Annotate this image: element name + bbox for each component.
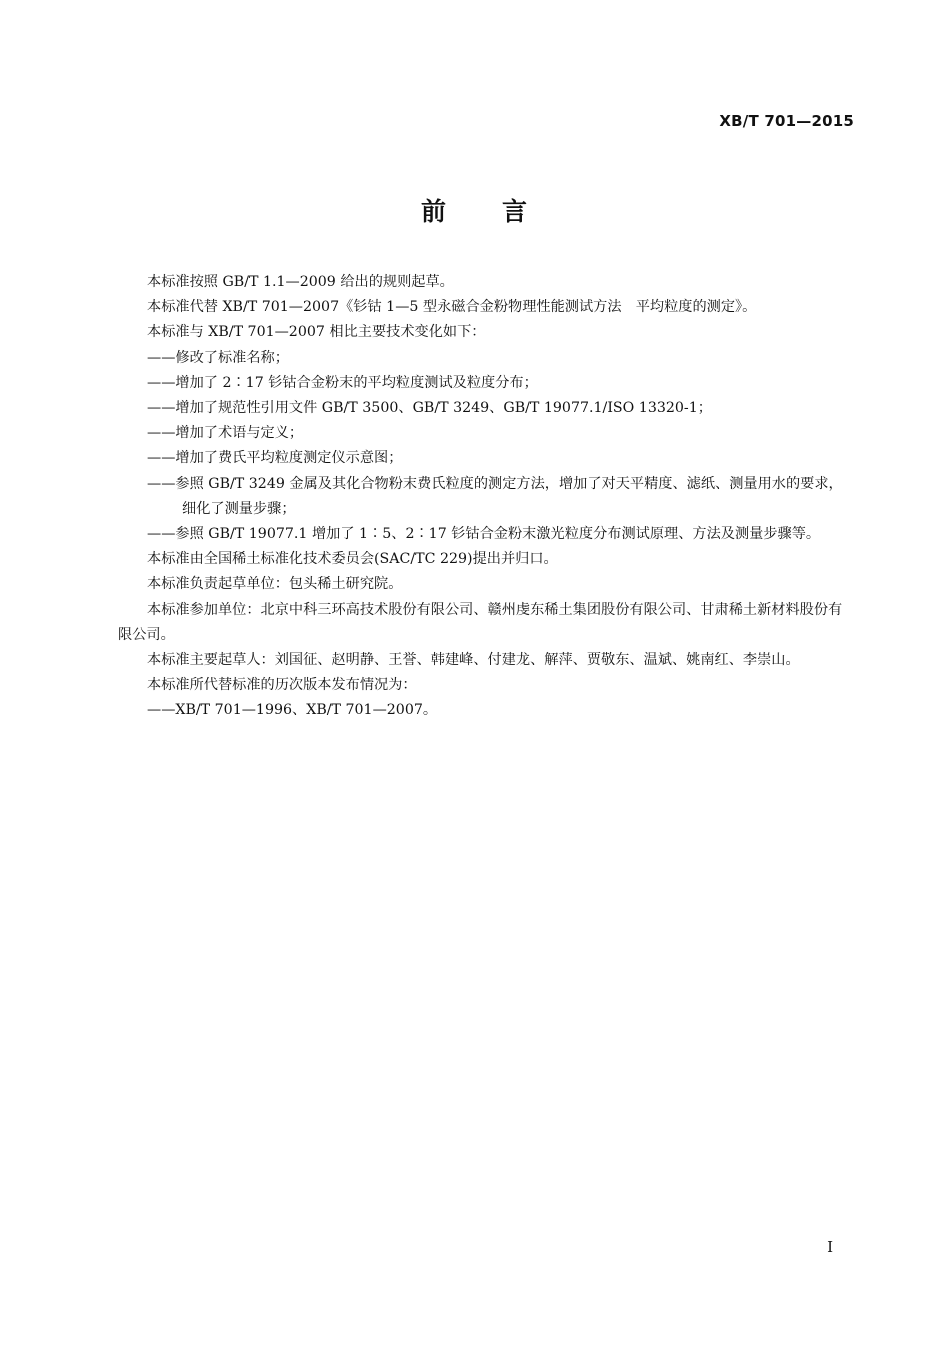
page-title: 前 言: [420, 197, 529, 226]
history-item: ——XB/T 701—1996、XB/T 701—2007。: [147, 702, 438, 719]
paragraph-history-intro: 本标准所代替标准的历次版本发布情况为：: [147, 677, 417, 694]
change-item: ——参照 GB/T 3249 金属及其化合物粉末费氏粒度的测定方法，增加了对天平精度、滤纸、测量用水的要求，细化了测量步骤；: [147, 475, 843, 517]
standard-code: XB/T 701—2015: [719, 112, 854, 130]
paragraph-proposer: 本标准由全国稀土标准化技术委员会(SAC/TC 229)提出并归口。: [147, 551, 558, 568]
paragraph-drafters: 本标准主要起草人：刘国征、赵明静、王誉、韩建峰、付建龙、解萍、贾敬东、温斌、姚南红、李崇山。: [147, 652, 800, 669]
change-item: ——增加了费氏平均粒度测定仪示意图；: [147, 450, 403, 467]
paragraph-replaces: 本标准代替 XB/T 701—2007《钐钴 1—5 型永磁合金粉物理性能测试方法 平均粒度的测定》。: [147, 299, 757, 316]
change-item: ——修改了标准名称；: [147, 349, 289, 366]
change-item: ——参照 GB/T 19077.1 增加了 1∶5、2∶17 钐钴合金粉末激光粒度分布测试原理、方法及测量步骤等。: [147, 526, 821, 543]
paragraph-changes-intro: 本标准与 XB/T 701—2007 相比主要技术变化如下：: [147, 324, 486, 341]
page-number: I: [827, 1238, 833, 1256]
paragraph-participants: 本标准参加单位：北京中科三环高技术股份有限公司、赣州虔东稀土集团股份有限公司、甘肃稀土新材料股份有限公司。: [118, 601, 843, 643]
foreword-body: [118, 270, 854, 724]
change-item: ——增加了规范性引用文件 GB/T 3500、GB/T 3249、GB/T 19077.1/ISO 13320-1；: [147, 400, 712, 417]
paragraph-lead-drafter: 本标准负责起草单位：包头稀土研究院。: [147, 576, 403, 593]
paragraph-drafting-rules: 本标准按照 GB/T 1.1—2009 给出的规则起草。: [147, 274, 454, 290]
change-item: ——增加了术语与定义；: [147, 425, 304, 442]
change-item: ——增加了 2∶17 钐钴合金粉末的平均粒度测试及粒度分布；: [147, 374, 538, 391]
